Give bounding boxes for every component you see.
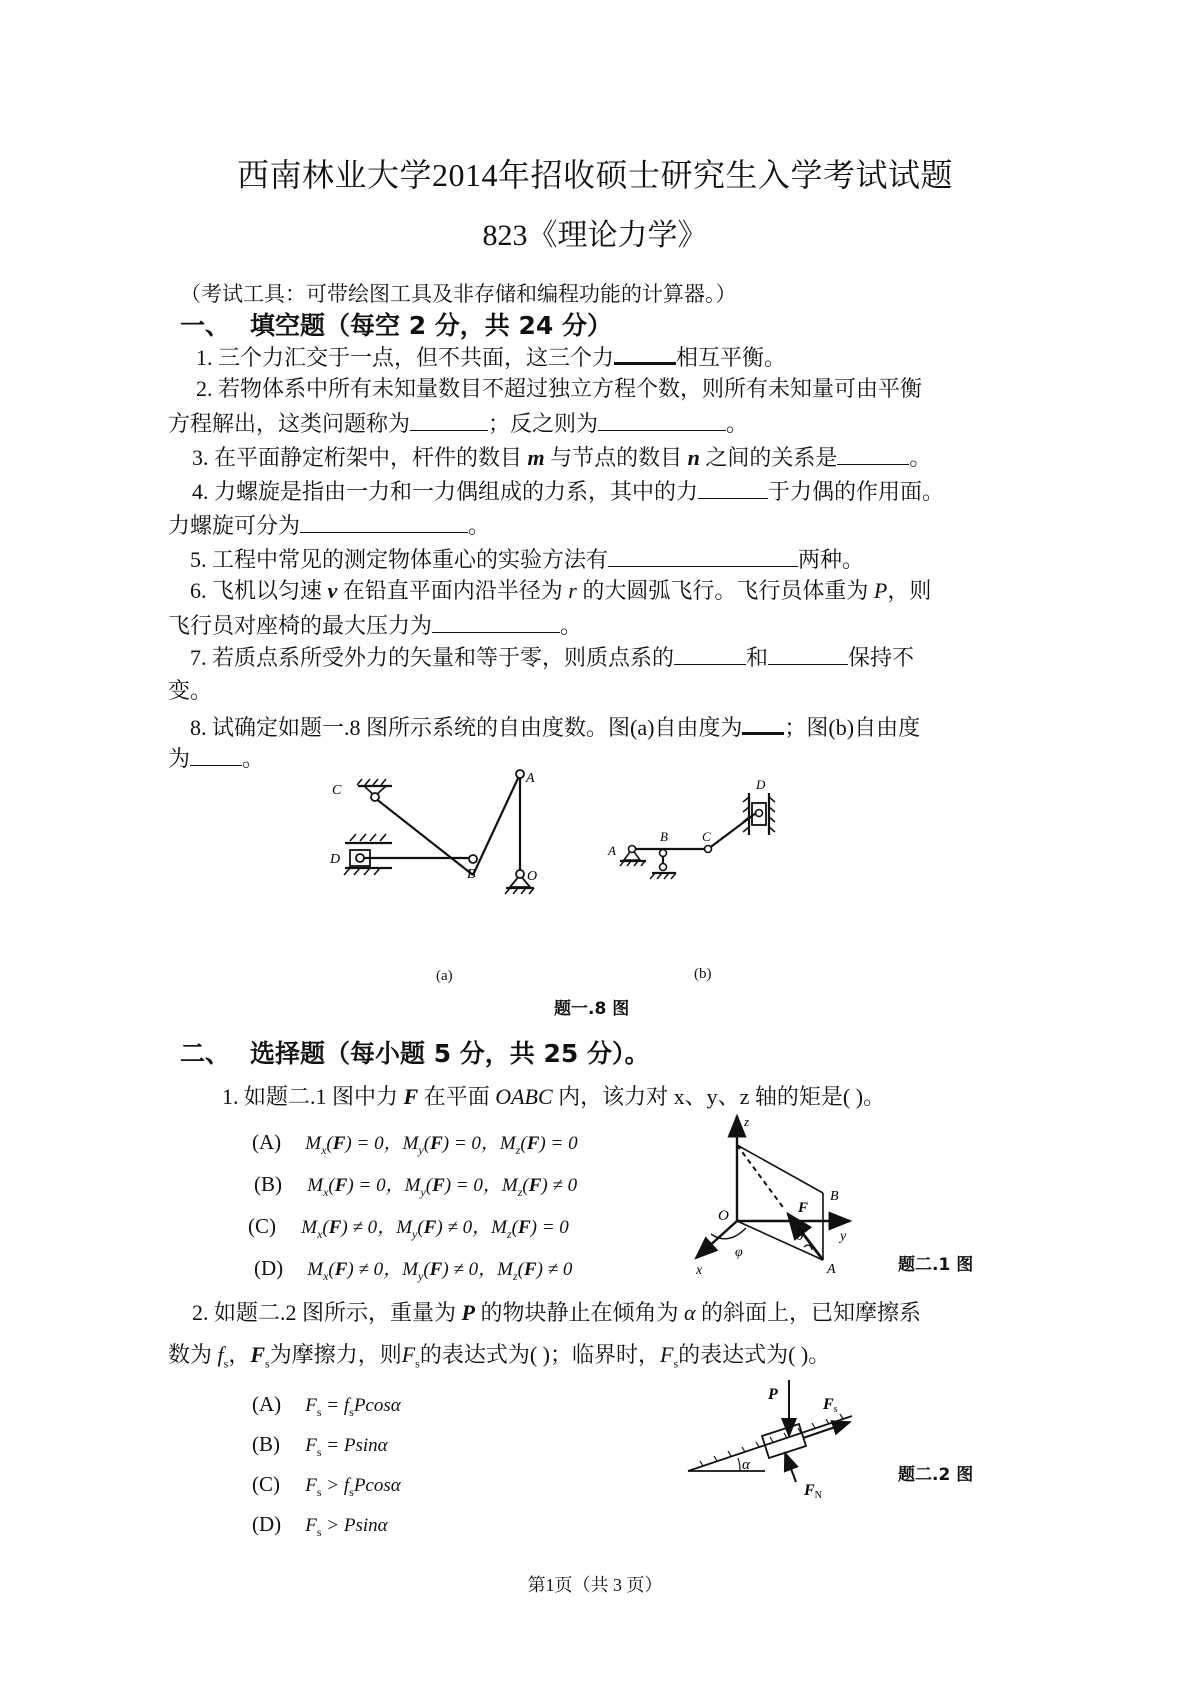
q1-2-text-mid: ；反之则为 xyxy=(488,411,599,436)
label-a: A xyxy=(827,1262,836,1277)
answer-blank[interactable] xyxy=(614,340,676,365)
q1-5-text: 5. 工程中常见的测定物体重心的实验方法有 xyxy=(190,547,609,572)
force-line xyxy=(737,1145,785,1210)
q2-2-option-c[interactable] xyxy=(252,1472,401,1500)
option-label: (A) xyxy=(252,1392,282,1416)
label-fs: Fs xyxy=(823,1396,838,1415)
label-x: x xyxy=(696,1263,703,1278)
incline xyxy=(688,1416,852,1471)
label-f: F xyxy=(798,1200,809,1216)
answer-blank[interactable] xyxy=(190,743,242,766)
q1-1-text-end: 相互平衡。 xyxy=(676,345,787,370)
figure-1-8b xyxy=(608,775,840,905)
q2-1-stem xyxy=(222,1082,885,1112)
answer-blank[interactable] xyxy=(598,408,726,431)
figure-2-2 xyxy=(680,1378,860,1501)
label-o: O xyxy=(718,1208,729,1224)
x-axis xyxy=(696,1221,737,1258)
q1-6-line2 xyxy=(168,610,582,641)
var-Fs-vector: $F_s$ xyxy=(250,1342,270,1371)
var-v: v xyxy=(327,578,338,603)
joint-d xyxy=(356,854,364,862)
answer-blank[interactable] xyxy=(432,610,560,633)
q1-4-line2 xyxy=(168,510,490,541)
q1-6-text2: 飞行员对座椅的最大压力为 xyxy=(168,613,433,638)
link-cb xyxy=(375,798,473,875)
q1-8-line1 xyxy=(190,710,920,743)
var-p: P xyxy=(873,578,888,603)
q2-2-text2d: 的表达式为( )；临界时， xyxy=(419,1342,660,1367)
option-label: (B) xyxy=(254,1172,282,1196)
q1-4-text2: 力螺旋可分为 xyxy=(168,513,301,538)
q1-8-text-mid: ；图(b)自由度 xyxy=(784,715,921,740)
figure-2-2-caption: 题二.2 图 xyxy=(898,1465,974,1485)
section1-title: 填空题（每空 2 分，共 24 分） xyxy=(250,311,613,340)
q1-7-text-end: 保持不 xyxy=(848,645,915,670)
answer-blank[interactable] xyxy=(742,710,784,735)
option-label: (A) xyxy=(252,1130,282,1154)
q1-6-line1 xyxy=(190,576,931,606)
answer-blank[interactable] xyxy=(698,476,768,499)
q1-5 xyxy=(190,544,864,575)
q1-7-line1 xyxy=(190,642,914,673)
option-expr: $F_s > f_sPcos\alpha$ xyxy=(305,1475,401,1499)
q1-6-text-end: ，则 xyxy=(887,578,932,603)
label-o: O xyxy=(527,869,538,884)
edge-cb xyxy=(737,1145,823,1193)
answer-blank[interactable] xyxy=(837,442,909,465)
q2-2-option-a[interactable] xyxy=(252,1392,401,1420)
tools-note: （考试工具：可带绘图工具及非存储和编程功能的计算器。） xyxy=(180,282,737,306)
label-b: B xyxy=(467,867,476,882)
figure-1-8b-label: (b) xyxy=(694,966,712,982)
q2-2-text2a: 数为 xyxy=(168,1342,218,1367)
label-a: A xyxy=(526,771,535,786)
q2-2-text2e: 的表达式为( )。 xyxy=(678,1342,831,1367)
q1-3-text-post: 之间的关系是 xyxy=(699,445,838,470)
q1-4-text-end: 于力偶的作用面。 xyxy=(768,479,945,504)
q1-4-text: 4. 力螺旋是指由一力和一力偶组成的力系，其中的力 xyxy=(192,479,699,504)
q1-1-text: 1. 三个力汇交于一点，但不共面，这三个力 xyxy=(196,345,615,370)
option-expr: $M_x(F) \ne 0$，$M_y(F) \ne 0$，$M_z(F) = 0$ xyxy=(301,1217,569,1241)
section2-number: 二、 xyxy=(180,1039,231,1068)
section2-heading xyxy=(180,1034,650,1070)
section2-title: 选择题（每小题 5 分，共 25 分）。 xyxy=(250,1039,650,1068)
answer-blank[interactable] xyxy=(768,642,848,665)
figure-1-8a-label: (a) xyxy=(436,968,453,984)
q1-2-text: 方程解出，这类问题称为 xyxy=(168,411,411,436)
label-z: z xyxy=(744,1114,750,1129)
option-expr: $M_x(F) = 0$，$M_y(F) = 0$，$M_z(F) \ne 0$ xyxy=(307,1175,578,1199)
exam-title: 西南林业大学2014年招收硕士研究生入学考试试题 xyxy=(236,157,953,193)
q1-7-text-mid: 和 xyxy=(746,645,769,670)
var-p: P xyxy=(461,1300,475,1325)
joint-a xyxy=(516,770,524,778)
joint-o xyxy=(516,870,524,878)
q1-6-text2-end: 。 xyxy=(560,613,583,638)
label-y: y xyxy=(840,1229,847,1244)
q2-2-text-mid: 的物块静止在倾角为 xyxy=(474,1300,684,1325)
option-expr: $F_s > Psin\alpha$ xyxy=(305,1515,388,1539)
q1-3 xyxy=(192,442,931,473)
q1-3-text: 3. 在平面静定桁架中，杆件的数目 xyxy=(192,445,528,470)
q1-8-text2: 为 xyxy=(168,746,191,771)
q2-1-text-end: 内，该力对 x、y、z 轴的矩是( )。 xyxy=(552,1084,886,1109)
figure-2-1 xyxy=(680,1110,880,1280)
page-footer: 第1页（共 3 页） xyxy=(527,1575,663,1595)
q1-6-text-mid: 在铅直平面内沿半径为 xyxy=(337,578,569,603)
q1-4-text2-end: 。 xyxy=(468,513,491,538)
q2-1-option-d[interactable] xyxy=(254,1254,572,1284)
force-fn xyxy=(785,1453,796,1482)
label-a: A xyxy=(608,843,616,858)
block xyxy=(762,1424,806,1458)
q1-2-line1: 2. 若物体系中所有未知量数目不超过独立方程个数，则所有未知量可由平衡 xyxy=(196,376,923,401)
q2-1-text: 1. 如题二.1 图中力 xyxy=(222,1084,404,1109)
label-c: C xyxy=(332,783,342,798)
q2-2-text2b: ， xyxy=(228,1342,251,1367)
option-expr: $F_s = f_sPcos\alpha$ xyxy=(305,1395,401,1419)
figure-1-8a xyxy=(320,770,550,945)
q1-5-text-end: 两种。 xyxy=(798,547,865,572)
section1-heading xyxy=(180,306,612,342)
option-label: (D) xyxy=(252,1512,282,1536)
label-phi: φ xyxy=(735,1245,743,1260)
answer-blank[interactable] xyxy=(674,642,746,665)
var-Fs: $F_s$ xyxy=(659,1342,679,1371)
q1-8-line2 xyxy=(168,743,264,774)
q1-8-text: 8. 试确定如题一.8 图所示系统的自由度数。图(a)自由度为 xyxy=(190,715,743,740)
q1-1 xyxy=(196,340,786,373)
q2-2-line1 xyxy=(192,1298,921,1328)
q1-7-line2: 变。 xyxy=(168,678,213,703)
var-f: F xyxy=(403,1084,419,1109)
answer-blank[interactable] xyxy=(300,510,468,533)
q2-2-text: 2. 如题二.2 图所示，重量为 xyxy=(192,1300,462,1325)
option-expr: $M_x(F) = 0$，$M_y(F) = 0$，$M_z(F) = 0$ xyxy=(305,1133,578,1157)
var-alpha: α xyxy=(683,1300,696,1325)
option-label: (C) xyxy=(252,1472,280,1496)
q1-6-text-mid2: 的大圆弧飞行。飞行员体重为 xyxy=(576,578,874,603)
q2-1-text-mid: 在平面 xyxy=(418,1084,496,1109)
figure-2-1-caption: 题二.1 图 xyxy=(898,1255,974,1275)
label-d: D xyxy=(756,777,766,792)
label-theta: θ xyxy=(796,1227,804,1244)
q2-2-text2c: 为摩擦力，则 xyxy=(269,1342,402,1367)
joint-b xyxy=(469,855,477,863)
q1-6-text: 6. 飞机以匀速 xyxy=(190,578,328,603)
q1-3-text-mid: 与节点的数目 xyxy=(544,445,688,470)
q2-2-line2 xyxy=(168,1340,830,1378)
var-r: r xyxy=(568,578,577,603)
var-n: n xyxy=(687,445,700,470)
alpha-arc xyxy=(738,1458,740,1471)
option-label: (C) xyxy=(248,1214,276,1238)
label-b: B xyxy=(660,829,668,844)
q1-2-text-end: 。 xyxy=(726,411,749,436)
var-fs: $f_s$ xyxy=(217,1342,229,1371)
label-alpha: α xyxy=(742,1457,750,1473)
option-expr: $F_s = Psin\alpha$ xyxy=(305,1435,388,1459)
link-ba xyxy=(473,774,520,875)
option-label: (B) xyxy=(252,1432,280,1456)
label-d: D xyxy=(330,852,341,867)
plane-oabc: OABC xyxy=(495,1084,553,1109)
q1-3-text-end: 。 xyxy=(909,445,932,470)
var-m: m xyxy=(527,445,545,470)
edge-oa xyxy=(737,1221,823,1260)
var-Fs: $F_s$ xyxy=(401,1342,420,1371)
q2-1-option-b[interactable] xyxy=(254,1170,577,1200)
joint-c xyxy=(371,793,379,801)
section1-number: 一、 xyxy=(180,311,231,340)
label-c: C xyxy=(702,829,711,844)
q1-4-line1 xyxy=(192,476,944,507)
label-fn: FN xyxy=(804,1482,822,1501)
q1-2-line2 xyxy=(168,408,748,439)
option-label: (D) xyxy=(254,1256,284,1280)
answer-blank[interactable] xyxy=(410,408,488,431)
q2-2-text-end: 的斜面上，已知摩擦系 xyxy=(695,1300,922,1325)
answer-blank[interactable] xyxy=(608,544,798,567)
option-expr: $M_x(F) \ne 0$，$M_y(F) \ne 0$，$M_z(F) \ne 0$ xyxy=(307,1259,573,1283)
q2-2-option-d[interactable] xyxy=(252,1512,388,1540)
q2-1-option-c[interactable] xyxy=(248,1212,569,1242)
exam-subtitle: 823《理论力学》 xyxy=(482,219,708,252)
q1-8-text2-end: 。 xyxy=(242,746,265,771)
figure-1-8-caption: 题一.8 图 xyxy=(554,999,630,1019)
label-b: B xyxy=(830,1189,839,1204)
angle-theta-arc xyxy=(804,1245,812,1250)
q2-1-option-a[interactable] xyxy=(252,1128,578,1158)
q2-2-option-b[interactable] xyxy=(252,1432,388,1460)
q1-7-text: 7. 若质点系所受外力的矢量和等于零，则质点系的 xyxy=(190,645,675,670)
label-p: P xyxy=(768,1386,778,1403)
